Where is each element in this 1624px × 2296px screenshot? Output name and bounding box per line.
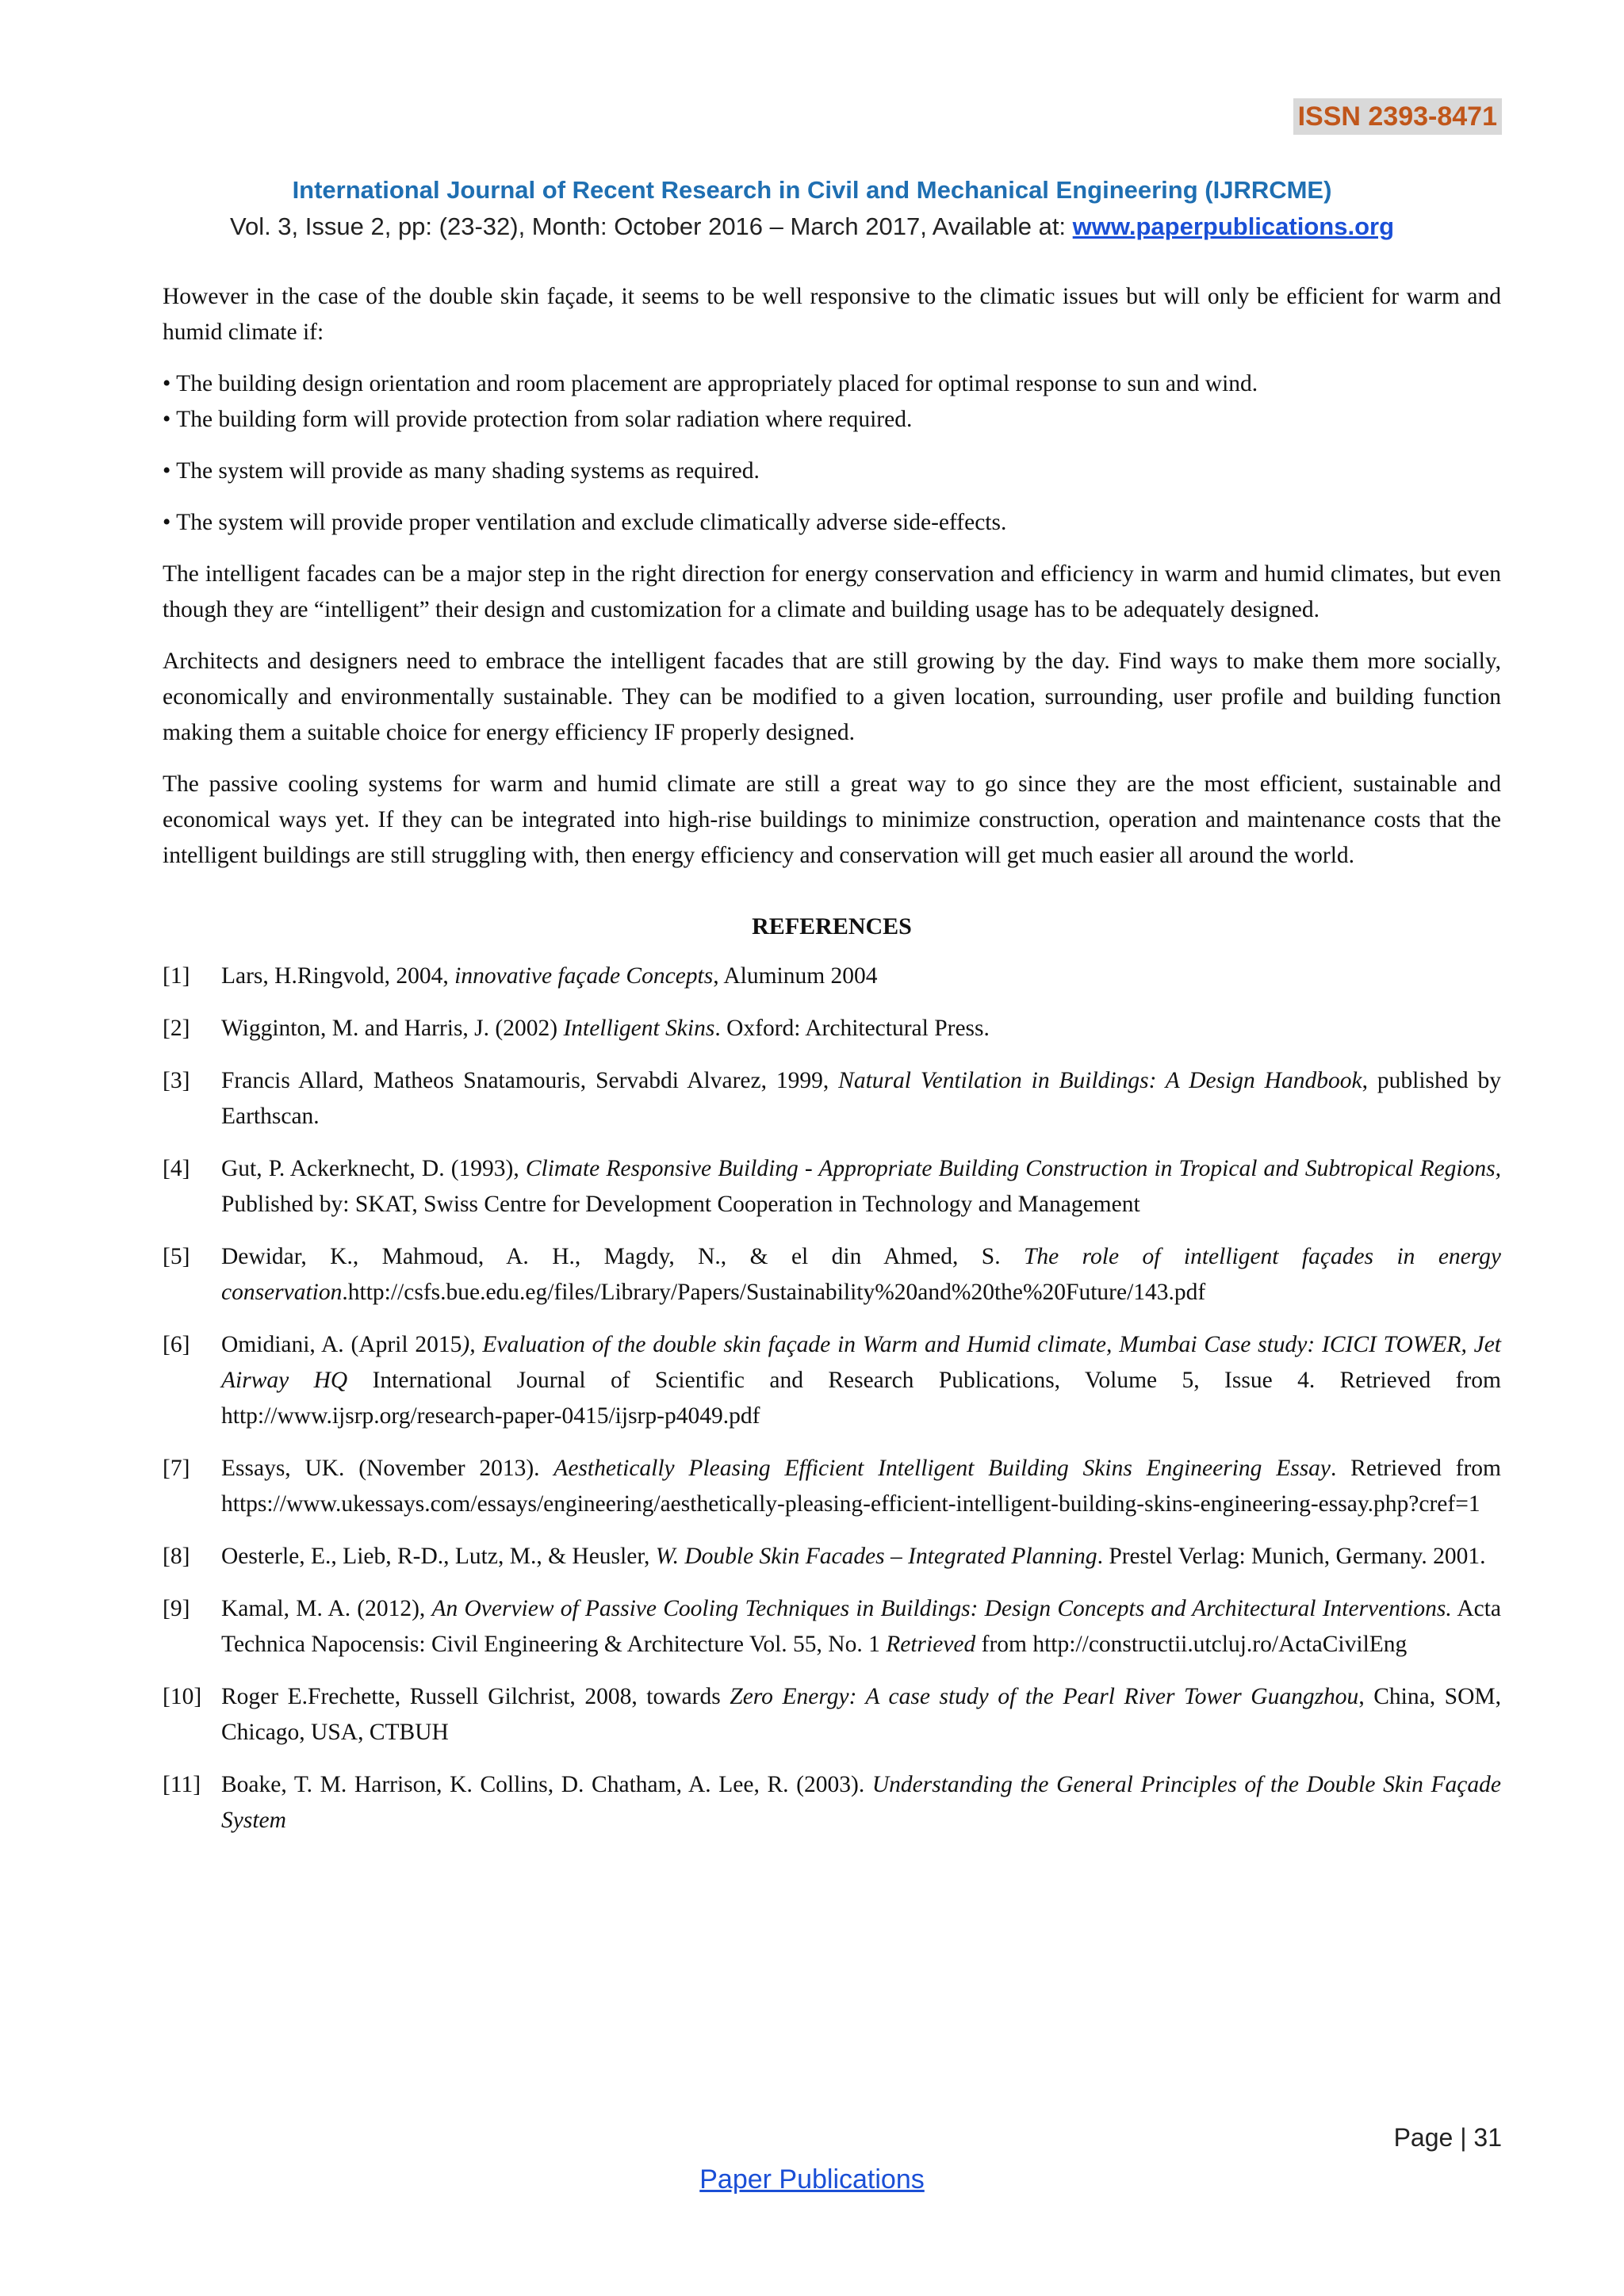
reference-item: [163, 1063, 1501, 1135]
reference-number: [2]: [163, 1016, 190, 1041]
reference-title: W. Double Skin Facades – Integrated Planning: [655, 1544, 1097, 1569]
reference-text: International Journal of Scientific and Research Publications, Volume 5, Issue 4. Retrieved from http://www.ijsrp.org/research-paper-0415/ijsrp-p4049.pdf: [221, 1368, 1501, 1429]
reference-number: [5]: [163, 1244, 190, 1269]
paragraph-4: The passive cooling systems for warm and humid climate are still a great way to go since they are the most efficient, sustainable and economical ways yet. If they can be integrated into high-rise buildings to minimize construction, operation and maintenance costs that the intelligent buildings are still struggling with, then energy efficiency and conservation will get much easier all around the world.: [163, 771, 1501, 868]
reference-text: . Prestel Verlag: Munich, Germany. 2001.: [1097, 1544, 1486, 1569]
references-heading: REFERENCES: [752, 913, 912, 939]
reference-number: [6]: [163, 1332, 190, 1357]
paragraph-3: Architects and designers need to embrace the intelligent facades that are still growing by the day. Find ways to make them more socially, economically and environmentally sustainable. They can be modified to a given location, surrounding, user profile and building function making them a suitable choice for energy efficiency IF properly designed.: [163, 649, 1501, 745]
reference-title: Zero Energy: A case study of the Pearl River Tower Guangzhou: [730, 1684, 1359, 1709]
journal-title: International Journal of Recent Research in Civil and Mechanical Engineering (IJRRCME): [292, 176, 1332, 204]
reference-text: Essays, UK. (November 2013).: [221, 1456, 554, 1481]
reference-text: Boake, T. M. Harrison, K. Collins, D. Chatham, A. Lee, R. (2003).: [221, 1772, 872, 1797]
reference-title: ), Evaluation of the double skin façade in Warm and Humid climate, Mumbai Case study: ICICI TOWER, Jet Airway HQ: [221, 1332, 1502, 1393]
reference-item: [163, 1151, 1501, 1223]
journal-volume-info: [0, 209, 1624, 244]
website-link[interactable]: www.paperpublications.org: [1072, 212, 1395, 240]
reference-title: Understanding the General Principles of the Double Skin Façade System: [221, 1772, 1501, 1833]
reference-text: Dewidar, K., Mahmoud, A. H., Magdy, N., & el din Ahmed, S.: [221, 1244, 1024, 1269]
reference-item: [163, 1591, 1501, 1663]
volume-info-text: Vol. 3, Issue 2, pp: (23-32), Month: October 2016 – March 2017, Available at:: [229, 212, 1073, 240]
reference-text: Francis Allard, Matheos Snatamouris, Servabdi Alvarez, 1999,: [221, 1068, 839, 1093]
reference-item: [163, 1767, 1501, 1839]
reference-item: [163, 1539, 1501, 1575]
reference-text: Wigginton, M. and Harris, J. (2002): [221, 1016, 564, 1041]
reference-text: , China, SOM, Chicago, USA, CTBUH: [221, 1684, 1501, 1745]
reference-text: Oesterle, E., Lieb, R-D., Lutz, M., & Heusler,: [221, 1544, 656, 1569]
reference-text: Acta Technica Napocensis: Civil Engineering & Architecture Vol. 55, No. 1: [221, 1596, 1502, 1657]
paragraph-1: However in the case of the double skin façade, it seems to be well responsive to the climatic issues but will only be efficient for warm and humid climate if:: [163, 284, 1501, 345]
references-list: [163, 959, 1501, 1839]
reference-item: [163, 1327, 1501, 1434]
reference-text: from http://constructii.utcluj.ro/ActaCivilEng: [975, 1632, 1408, 1657]
reference-text: , published by Earthscan.: [221, 1068, 1502, 1129]
reference-number: [9]: [163, 1596, 190, 1621]
reference-title: An Overview of Passive Cooling Techniques in Buildings: Design Concepts and Architectural Interventions.: [431, 1596, 1452, 1621]
reference-text: Kamal, M. A. (2012),: [221, 1596, 432, 1621]
reference-title: Retrieved: [886, 1632, 976, 1657]
reference-number: [1]: [163, 963, 190, 989]
reference-number: [8]: [163, 1544, 190, 1569]
paragraph-2: The intelligent facades can be a major step in the right direction for energy conservation and efficiency in warm and humid climates, but even though they are “intelligent” their design and customization for a climate and building usage has to be adequately designed.: [163, 561, 1501, 622]
reference-number: [3]: [163, 1068, 190, 1093]
bullet-form: • The building form will provide protection from solar radiation where required.: [163, 407, 913, 432]
page-body: [163, 279, 1501, 1855]
reference-item: [163, 959, 1501, 994]
reference-title: Natural Ventilation in Buildings: A Design Handbook: [838, 1068, 1362, 1093]
reference-number: [10]: [163, 1684, 202, 1709]
reference-title: innovative façade Concepts: [454, 963, 714, 989]
reference-text: Roger E.Frechette, Russell Gilchrist, 2008, towards: [221, 1684, 730, 1709]
reference-text: .http://csfs.bue.edu.eg/files/Library/Papers/Sustainability%20and%20the%20Future/143.pdf: [342, 1280, 1206, 1305]
reference-text: , Aluminum 2004: [713, 963, 878, 989]
reference-title: Climate Responsive Building - Appropriate Building Construction in Tropical and Subtropical Regions,: [525, 1156, 1501, 1181]
bullet-shading: • The system will provide as many shading systems as required.: [163, 458, 760, 484]
reference-item: [163, 1679, 1501, 1751]
bullet-ventilation: • The system will provide proper ventilation and exclude climatically adverse side-effects.: [163, 510, 1007, 535]
reference-text: Gut, P. Ackerknecht, D. (1993),: [221, 1156, 526, 1181]
reference-number: [4]: [163, 1156, 190, 1181]
reference-text: Lars, H.Ringvold, 2004,: [221, 963, 455, 989]
reference-item: [163, 1451, 1501, 1522]
publisher-link[interactable]: Paper Publications: [699, 2164, 925, 2195]
reference-text: . Oxford: Architectural Press.: [714, 1016, 990, 1041]
reference-text: Published by: SKAT, Swiss Centre for Development Cooperation in Technology and Management: [221, 1192, 1140, 1217]
reference-number: [7]: [163, 1456, 190, 1481]
page-number: Page | 31: [1393, 2123, 1502, 2152]
reference-title: Aesthetically Pleasing Efficient Intelligent Building Skins Engineering Essay: [553, 1456, 1331, 1481]
reference-title: The role of intelligent façades in energy conservation: [221, 1244, 1501, 1305]
reference-text: . Retrieved from https://www.ukessays.com/essays/engineering/aesthetically-pleasing-efficient-intelligent-building-skins-engineering-essay.php?cref=1: [221, 1456, 1501, 1517]
reference-title: Intelligent Skins: [563, 1016, 715, 1041]
reference-item: [163, 1011, 1501, 1047]
reference-text: Omidiani, A. (April 2015: [221, 1332, 462, 1357]
bullet-orientation: • The building design orientation and room placement are appropriately placed for optimal response to sun and wind.: [163, 371, 1258, 396]
reference-item: [163, 1239, 1501, 1311]
issn-badge: ISSN 2393-8471: [1293, 98, 1502, 135]
reference-number: [11]: [163, 1772, 201, 1797]
